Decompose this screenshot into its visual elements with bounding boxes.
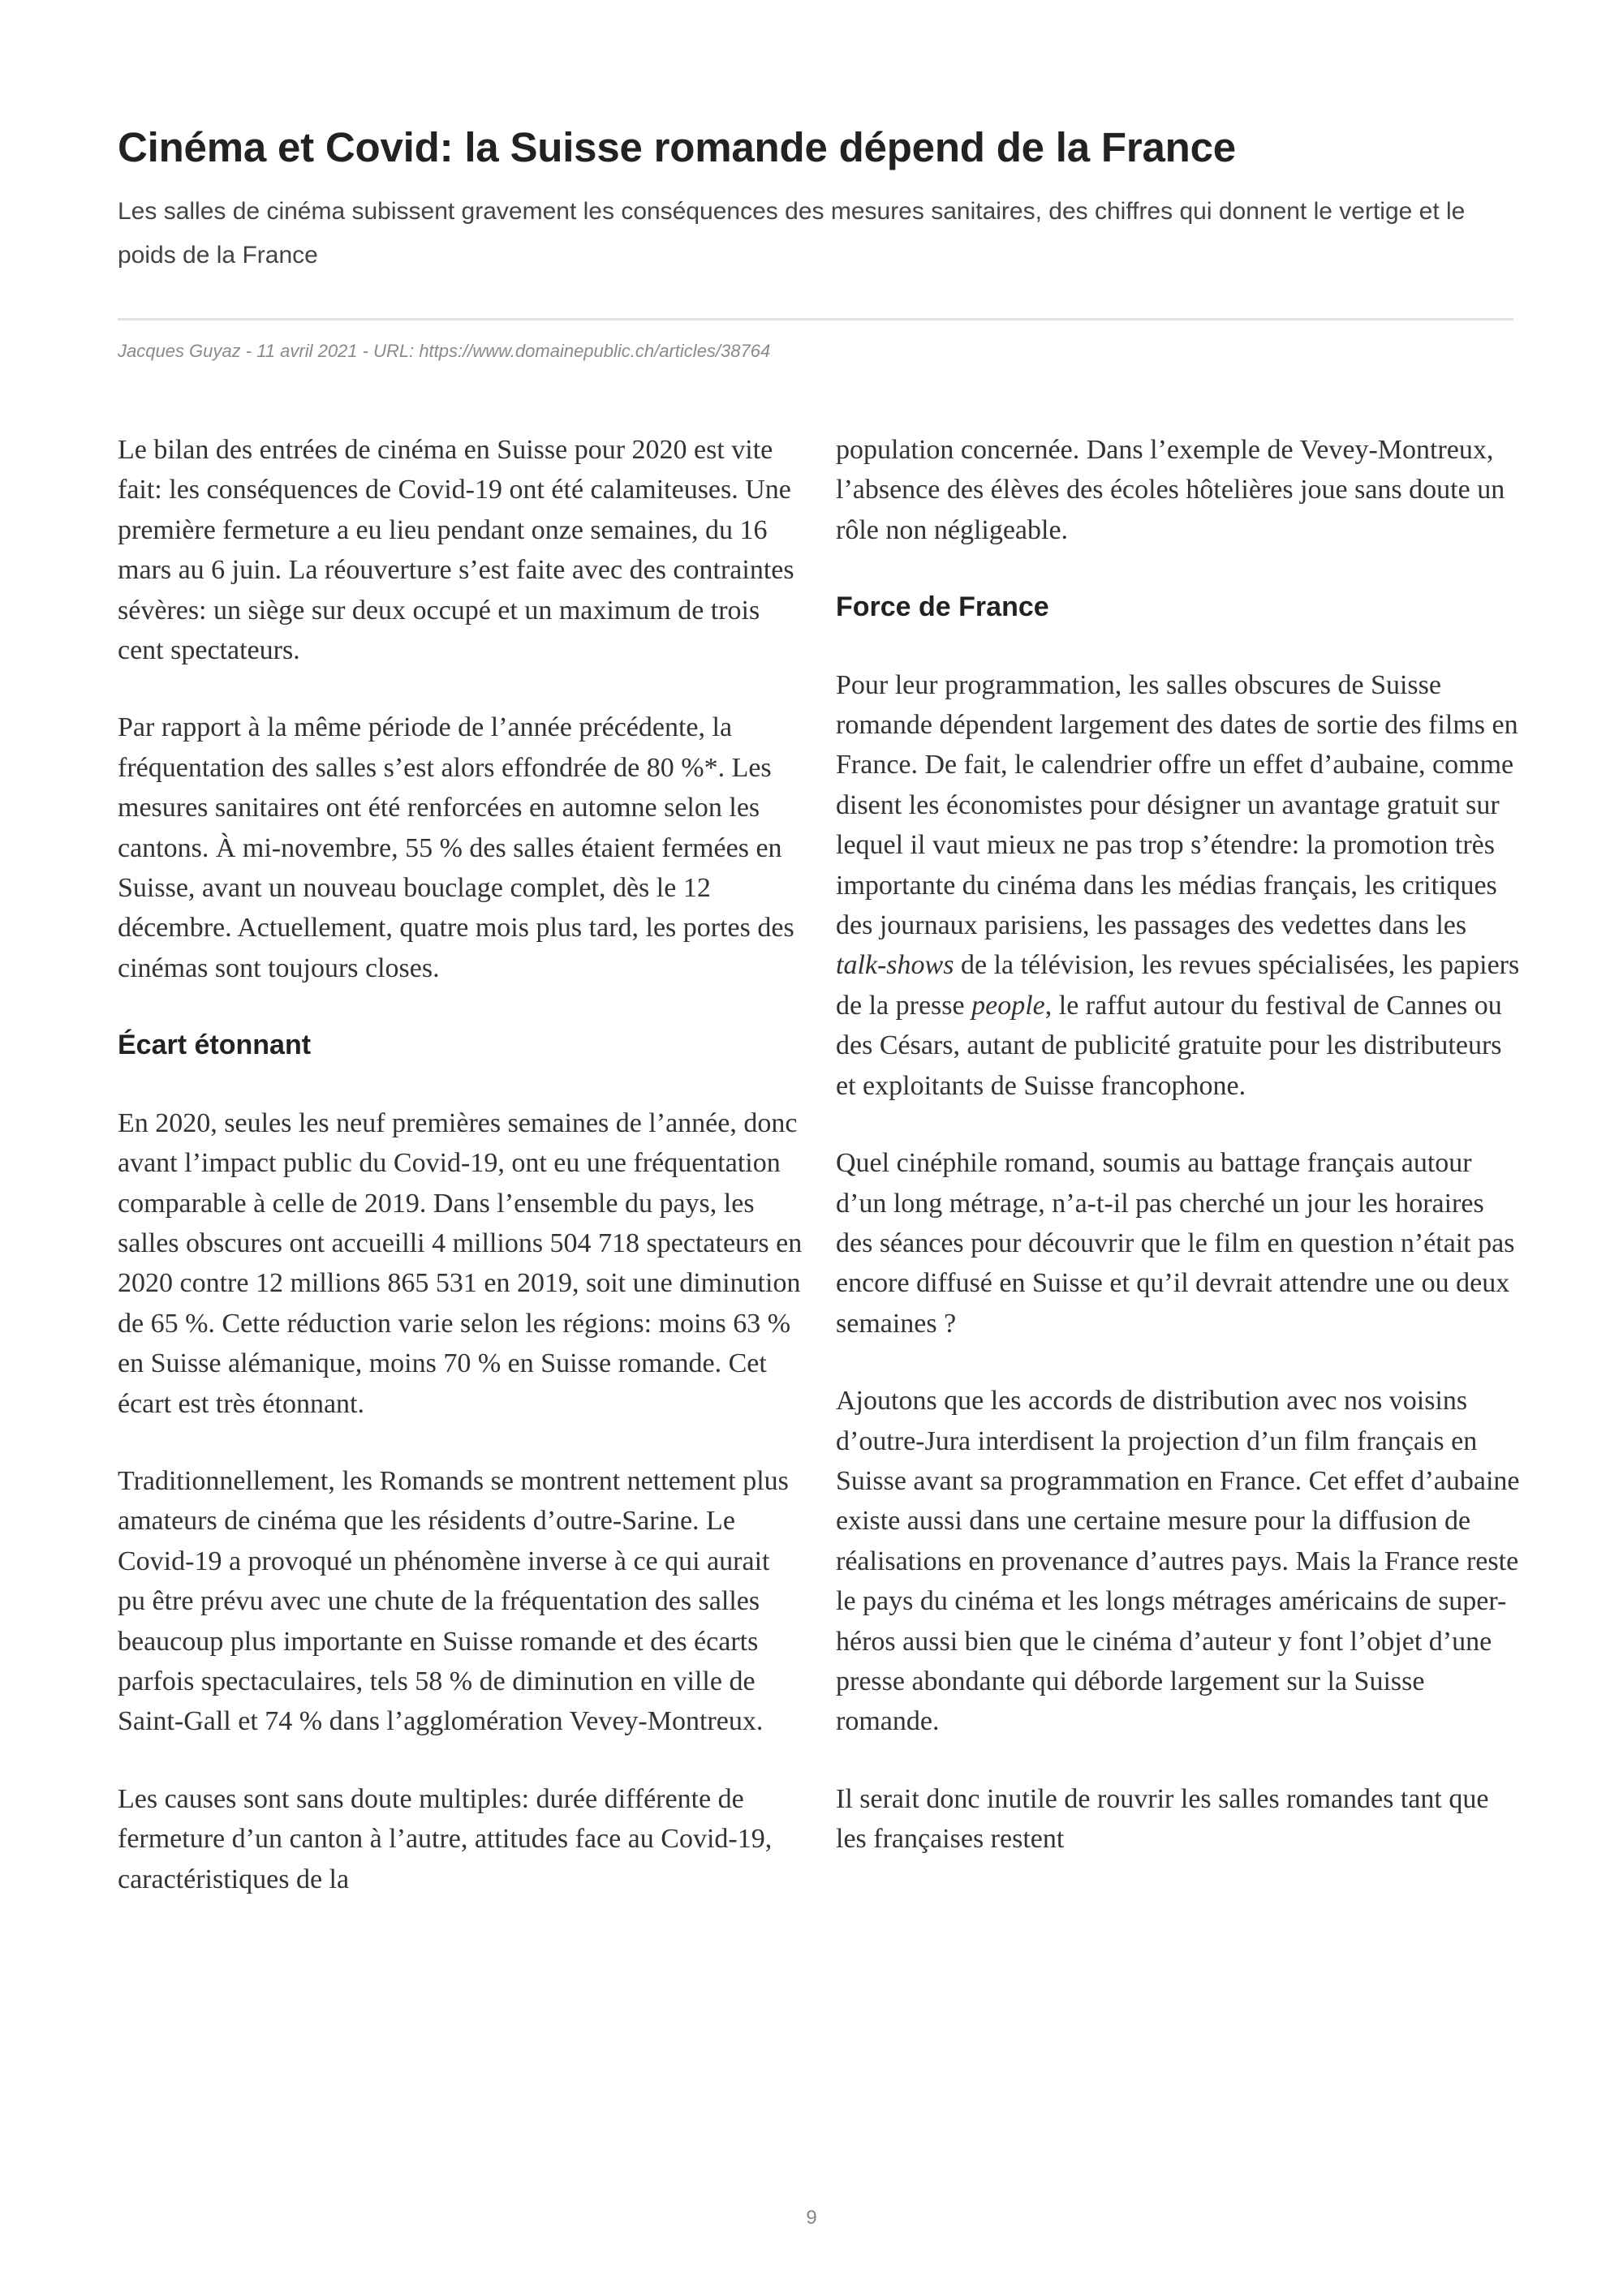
paragraph: En 2020, seules les neuf premières semaines de l’année, donc avant l’impact public du Covid-19, ont eu une fréquentation comparable à celle de 2019. Dans l’ensemble du pays, les salles obscures ont accueilli 4 millions 504 718 spectateurs en 2020 contre 12 millions 865 531 en 2019, soit une diminution de 65 %. Cette réduction varie selon les régions: moins 63 % en Suisse alémanique, moins 70 % en Suisse romande. Cet écart est très étonnant. [118, 1107, 803, 1419]
article-byline: Jacques Guyaz - 11 avril 2021 - URL: https://www.domainepublic.ch/articles/38764 [118, 341, 771, 361]
section-heading: Force de France [836, 591, 1049, 623]
paragraph [836, 665, 1522, 1106]
paragraph: Quel cinéphile romand, soumis au battage français autour d’un long métrage, n’a-t-il pas cherché un jour les horaires des séances pour découvrir que le film en question n’était pas encore diffusé en Suisse et qu’il devrait attendre une ou deux semaines ? [836, 1148, 1515, 1339]
italic-term: talk-shows [836, 950, 954, 981]
article-subtitle: Les salles de cinéma subissent gravement les conséquences des mesures sanitaires, des chiffres qui donnent le vertige et le poids de la France [118, 197, 1466, 269]
paragraph: Le bilan des entrées de cinéma en Suisse pour 2020 est vite fait: les conséquences de Covid-19 ont été calamiteuses. Une première fermeture a eu lieu pendant onze semaines, du 16 mars au 6 juin. La réouverture s’est faite avec des contraintes sévères: un siège sur deux occupé et un maximum de trois cent spectateurs. [118, 435, 794, 666]
article-header [118, 122, 1513, 277]
text-run: de la télévision, les revues spécialisées, les papiers de la presse [836, 950, 1520, 1021]
right-column [836, 430, 1522, 1897]
paragraph: Traditionnellement, les Romands se montrent nettement plus amateurs de cinéma que les résidents d’outre-Sarine. Le Covid-19 a provoqué un phénomène inverse à ce qui aurait pu être prévu avec une chute de la fréquentation des salles beaucoup plus importante en Suisse romande et des écarts parfois spectaculaires, tels 58 % de diminution en ville de Saint-Gall et 74 % dans l’agglomération Vevey-Montreux. [118, 1465, 789, 1737]
section-heading: Écart étonnant [118, 1030, 312, 1061]
header-divider [118, 318, 1513, 320]
page-number: 9 [806, 2207, 817, 2229]
paragraph: Les causes sont sans doute multiples: durée différente de fermeture d’un canton à l’autre, attitudes face au Covid-19, caractéristiques de la [118, 1783, 773, 1894]
text-run: Pour leur programmation, les salles obscures de Suisse romande dépendent largement des dates de sortie des films en France. De fait, le calendrier offre un effet d’aubaine, comme disent les économistes pour désigner un avantage gratuit sur lequel il vaut mieux ne pas trop s’étendre: la promotion très importante du cinéma dans les médias français, les critiques des journaux parisiens, les passages des vedettes dans les [836, 669, 1518, 941]
text-run: , le raffut autour du festival de Cannes ou des Césars, autant de publicité gratuite pour les distributeurs et exploitants de Suisse francophone. [836, 990, 1502, 1101]
paragraph: Par rapport à la même période de l’année précédente, la fréquentation des salles s’est alors effondrée de 80 %*. Les mesures sanitaires ont été renforcées en automne selon les cantons. À mi-novembre, 55 % des salles étaient fermées en Suisse, avant un nouveau bouclage complet, dès le 12 décembre. Actuellement, quatre mois plus tard, les portes des cinémas sont toujours closes. [118, 712, 794, 983]
article-title: Cinéma et Covid: la Suisse romande dépend de la France [118, 124, 1236, 170]
paragraph: population concernée. Dans l’exemple de Vevey-Montreux, l’absence des élèves des écoles hôtelières joue sans doute un rôle non négligeable. [836, 435, 1505, 545]
paragraph: Il serait donc inutile de rouvrir les salles romandes tant que les françaises restent [836, 1783, 1489, 1855]
paragraph: Ajoutons que les accords de distribution avec nos voisins d’outre-Jura interdisent la projection d’un film français en Suisse avant sa programmation en France. Cet effet d’aubaine existe aussi dans une certaine mesure pour la diffusion de réalisations en provenance d’autres pays. Mais la France reste le pays du cinéma et les longs métrages américains de super-héros aussi bien que le cinéma d’auteur y font l’objet d’une presse abondante qui déborde largement sur la Suisse romande. [836, 1386, 1520, 1737]
italic-term: people [971, 990, 1045, 1021]
left-column [118, 430, 803, 1937]
